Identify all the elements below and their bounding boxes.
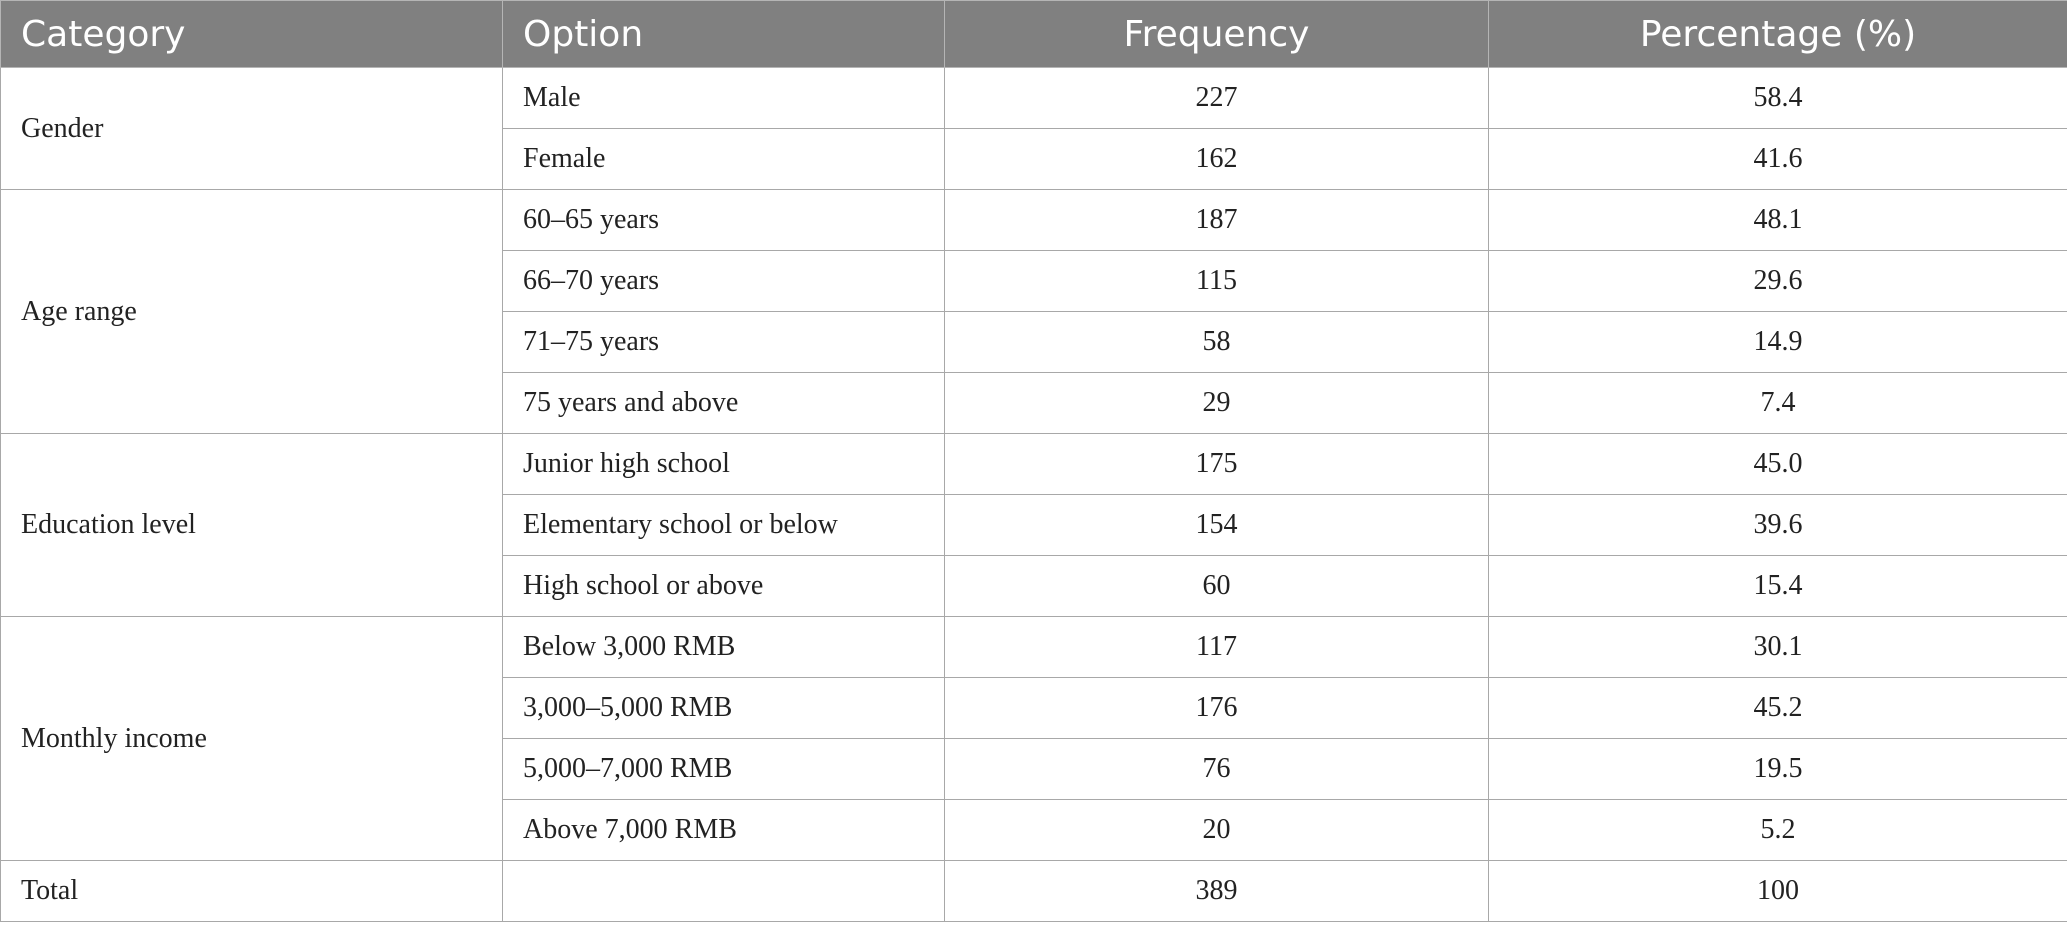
frequency-cell: 162 (945, 129, 1489, 190)
table-header (1, 1, 2067, 68)
frequency-cell: 175 (945, 434, 1489, 495)
frequency-cell: 115 (945, 251, 1489, 312)
option-cell: Junior high school (503, 434, 945, 495)
option-cell: High school or above (503, 556, 945, 617)
total-option-cell (503, 861, 945, 922)
frequency-cell: 176 (945, 678, 1489, 739)
percentage-cell: 19.5 (1489, 739, 2067, 800)
table-row (1, 190, 2067, 251)
option-cell: Above 7,000 RMB (503, 800, 945, 861)
percentage-cell: 14.9 (1489, 312, 2067, 373)
header-row (1, 1, 2067, 68)
percentage-cell: 30.1 (1489, 617, 2067, 678)
table-row (1, 434, 2067, 495)
percentage-cell: 39.6 (1489, 495, 2067, 556)
header-category: Category (1, 1, 503, 68)
option-cell: 60–65 years (503, 190, 945, 251)
total-label-cell: Total (1, 861, 503, 922)
frequency-cell: 60 (945, 556, 1489, 617)
total-row (1, 861, 2067, 922)
percentage-cell: 48.1 (1489, 190, 2067, 251)
total-frequency-cell: 389 (945, 861, 1489, 922)
frequency-cell: 58 (945, 312, 1489, 373)
option-cell: Male (503, 68, 945, 129)
header-frequency: Frequency (945, 1, 1489, 68)
option-cell: 71–75 years (503, 312, 945, 373)
category-cell: Age range (1, 190, 503, 434)
percentage-cell: 15.4 (1489, 556, 2067, 617)
option-cell: Elementary school or below (503, 495, 945, 556)
option-cell: 66–70 years (503, 251, 945, 312)
table-row (1, 68, 2067, 129)
frequency-cell: 227 (945, 68, 1489, 129)
percentage-cell: 7.4 (1489, 373, 2067, 434)
frequency-cell: 76 (945, 739, 1489, 800)
frequency-cell: 29 (945, 373, 1489, 434)
category-cell: Monthly income (1, 617, 503, 861)
option-cell: 75 years and above (503, 373, 945, 434)
option-cell: 5,000–7,000 RMB (503, 739, 945, 800)
percentage-cell: 41.6 (1489, 129, 2067, 190)
percentage-cell: 58.4 (1489, 68, 2067, 129)
total-percentage-cell: 100 (1489, 861, 2067, 922)
percentage-cell: 45.0 (1489, 434, 2067, 495)
table-body (1, 68, 2067, 922)
category-cell: Education level (1, 434, 503, 617)
option-cell: 3,000–5,000 RMB (503, 678, 945, 739)
percentage-cell: 45.2 (1489, 678, 2067, 739)
percentage-cell: 29.6 (1489, 251, 2067, 312)
header-percentage: Percentage (%) (1489, 1, 2067, 68)
frequency-cell: 20 (945, 800, 1489, 861)
table-row (1, 617, 2067, 678)
frequency-cell: 154 (945, 495, 1489, 556)
header-option: Option (503, 1, 945, 68)
frequency-cell: 187 (945, 190, 1489, 251)
option-cell: Below 3,000 RMB (503, 617, 945, 678)
frequency-cell: 117 (945, 617, 1489, 678)
category-cell: Gender (1, 68, 503, 190)
percentage-cell: 5.2 (1489, 800, 2067, 861)
option-cell: Female (503, 129, 945, 190)
